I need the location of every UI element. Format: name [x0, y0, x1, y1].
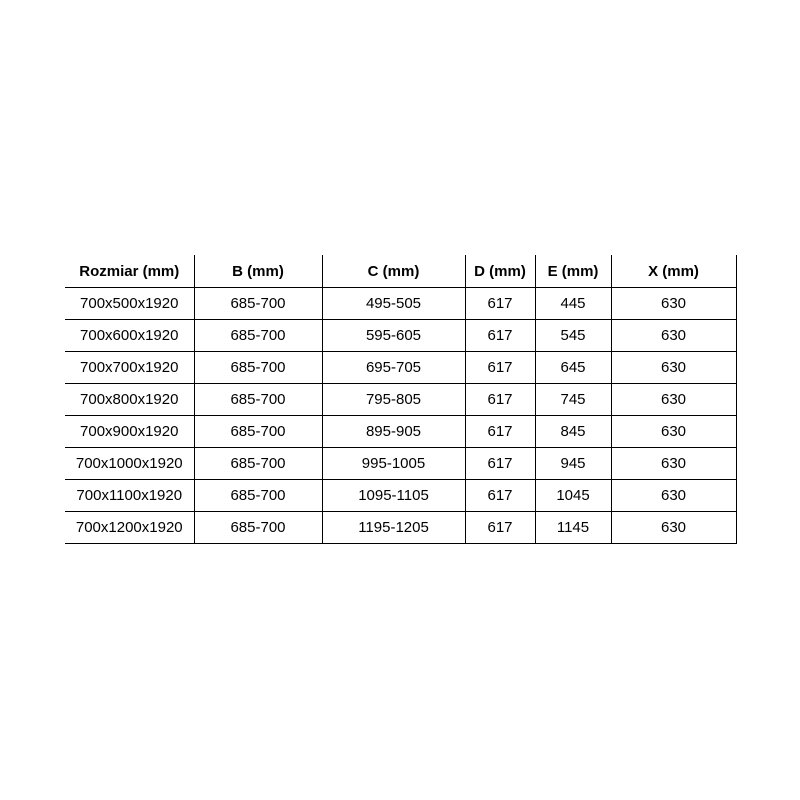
table-row [65, 448, 736, 480]
table-cell: 617 [465, 480, 535, 512]
table-row [65, 288, 736, 320]
table-cell: 645 [535, 352, 611, 384]
table-cell: 995-1005 [322, 448, 465, 480]
table-cell: 630 [611, 384, 736, 416]
table-cell: 630 [611, 288, 736, 320]
table-header-row [65, 255, 736, 288]
table-cell: 685-700 [194, 448, 322, 480]
table-cell: 1095-1105 [322, 480, 465, 512]
table-cell: 700x1200x1920 [65, 512, 194, 544]
table-cell: 695-705 [322, 352, 465, 384]
table-body [65, 288, 736, 544]
table-cell: 700x500x1920 [65, 288, 194, 320]
table-cell: 685-700 [194, 288, 322, 320]
column-header: B (mm) [194, 255, 322, 288]
table-cell: 1195-1205 [322, 512, 465, 544]
table-cell: 617 [465, 288, 535, 320]
table-cell: 700x600x1920 [65, 320, 194, 352]
table-cell: 630 [611, 416, 736, 448]
table-row [65, 416, 736, 448]
table-cell: 1045 [535, 480, 611, 512]
table-cell: 685-700 [194, 416, 322, 448]
table-row [65, 320, 736, 352]
column-header: D (mm) [465, 255, 535, 288]
column-header: C (mm) [322, 255, 465, 288]
table-cell: 685-700 [194, 384, 322, 416]
table-row [65, 512, 736, 544]
table-row [65, 384, 736, 416]
table-cell: 845 [535, 416, 611, 448]
table-cell: 700x700x1920 [65, 352, 194, 384]
table-cell: 445 [535, 288, 611, 320]
table-cell: 685-700 [194, 320, 322, 352]
table-cell: 630 [611, 320, 736, 352]
table-cell: 630 [611, 352, 736, 384]
table-cell: 545 [535, 320, 611, 352]
table-cell: 630 [611, 448, 736, 480]
dimensions-table [65, 255, 737, 544]
column-header: X (mm) [611, 255, 736, 288]
table-cell: 685-700 [194, 352, 322, 384]
table-cell: 630 [611, 480, 736, 512]
table-cell: 795-805 [322, 384, 465, 416]
table-row [65, 480, 736, 512]
table-cell: 945 [535, 448, 611, 480]
table-cell: 685-700 [194, 512, 322, 544]
table-cell: 495-505 [322, 288, 465, 320]
table-cell: 617 [465, 352, 535, 384]
dimensions-table-container [65, 255, 737, 544]
table-cell: 617 [465, 320, 535, 352]
table-cell: 617 [465, 448, 535, 480]
table-cell: 700x900x1920 [65, 416, 194, 448]
column-header: E (mm) [535, 255, 611, 288]
table-cell: 630 [611, 512, 736, 544]
table-cell: 617 [465, 416, 535, 448]
table-cell: 1145 [535, 512, 611, 544]
table-cell: 685-700 [194, 480, 322, 512]
table-cell: 700x800x1920 [65, 384, 194, 416]
table-cell: 700x1000x1920 [65, 448, 194, 480]
table-cell: 895-905 [322, 416, 465, 448]
table-cell: 595-605 [322, 320, 465, 352]
table-cell: 617 [465, 512, 535, 544]
table-cell: 617 [465, 384, 535, 416]
table-cell: 745 [535, 384, 611, 416]
column-header: Rozmiar (mm) [65, 255, 194, 288]
table-row [65, 352, 736, 384]
table-cell: 700x1100x1920 [65, 480, 194, 512]
